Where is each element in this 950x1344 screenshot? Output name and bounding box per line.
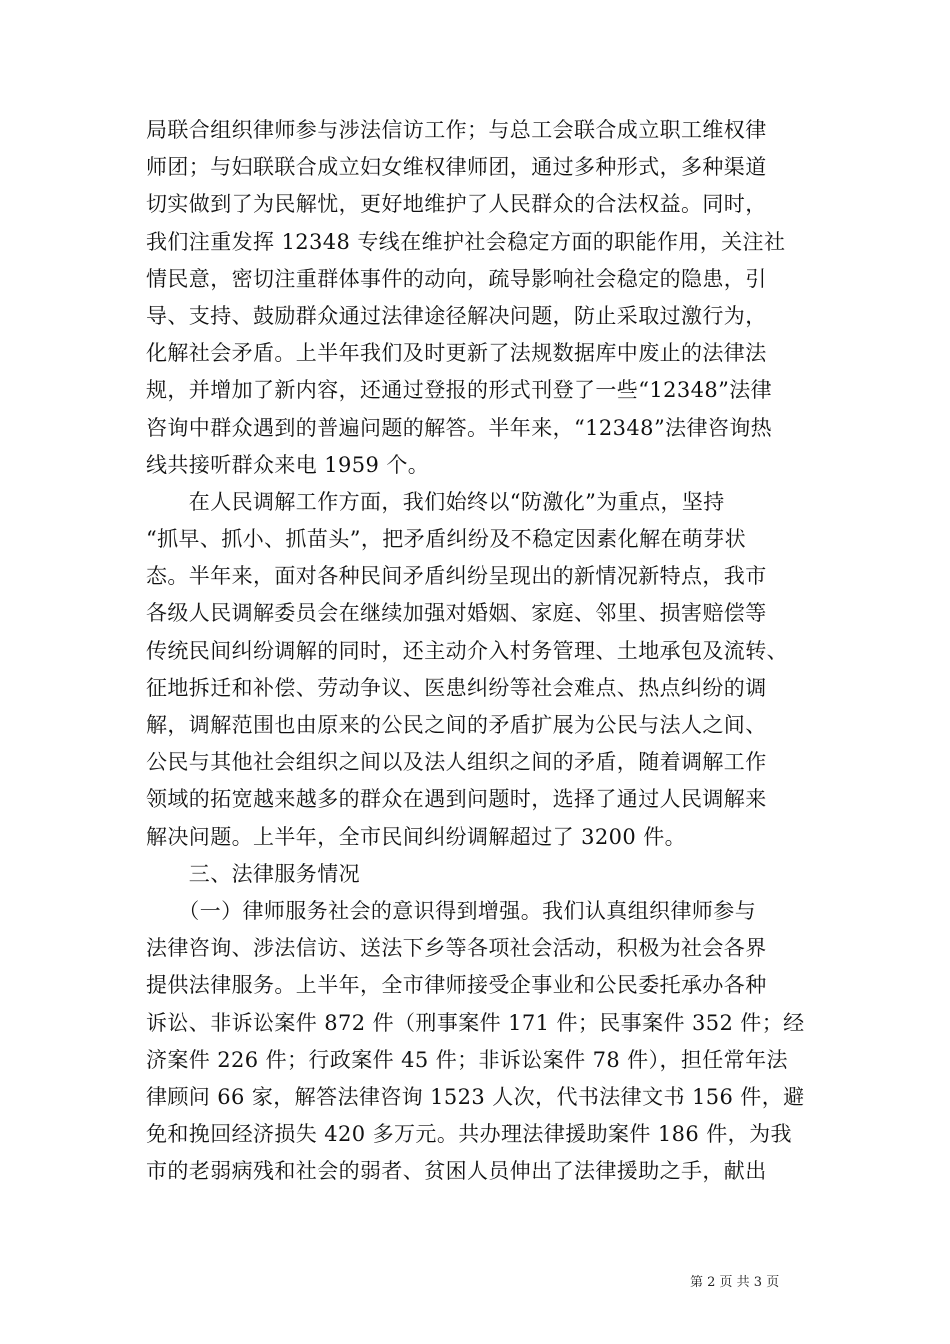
- text-line: 情民意，密切注重群体事件的动向，疏导影响社会稳定的隐患，引: [146, 266, 767, 291]
- text-line: 局联合组织律师参与涉法信访工作；与总工会联合成立职工维权律: [146, 118, 767, 142]
- text-line: 线共接听群众来电 1959 个。: [146, 452, 430, 477]
- text-line: 态。半年来，面对各种民间矛盾纠纷呈现出的新情况新特点，我市: [146, 564, 767, 589]
- text-line: 解决问题。上半年，全市民间纠纷调解超过了 3200 件。: [146, 824, 686, 849]
- text-line: 在人民调解工作方面，我们始终以“防激化”为重点，坚持: [146, 489, 725, 514]
- text-line: 诉讼、非诉讼案件 872 件（刑事案件 171 件；民事案件 352 件；经: [146, 1010, 805, 1035]
- text-line: 解，调解范围也由原来的公民之间的矛盾扩展为公民与法人之间、: [146, 713, 767, 737]
- page-number-footer: 第 2 页 共 3 页: [690, 1275, 780, 1290]
- text-line: 各级人民调解委员会在继续加强对婚姻、家庭、邻里、损害赔偿等: [146, 601, 767, 626]
- text-line: “抓早、抓小、抓苗头”，把矛盾纠纷及不稳定因素化解在萌芽状: [146, 527, 747, 552]
- text-line: 济案件 226 件；行政案件 45 件；非诉讼案件 78 件），担任常年法: [146, 1047, 788, 1072]
- text-line: 切实做到了为民解忧，更好地维护了人民群众的合法权益。同时，: [146, 192, 767, 217]
- text-line: 导、支持、鼓励群众通过法律途径解决问题，防止采取过激行为，: [146, 303, 767, 328]
- text-line: 我们注重发挥 12348 专线在维护社会稳定方面的职能作用，关注社: [146, 229, 786, 254]
- section-heading: 三、法律服务情况: [146, 861, 360, 886]
- text-line: 提供法律服务。上半年，全市律师接受企事业和公民委托承办各种: [146, 973, 767, 998]
- text-line: 咨询中群众遇到的普遍问题的解答。半年来，“12348”法律咨询热: [146, 415, 773, 440]
- text-line: 免和挽回经济损失 420 多万元。共办理法律援助案件 186 件，为我: [146, 1122, 792, 1147]
- text-line: 师团；与妇联联合成立妇女维权律师团，通过多种形式，多种渠道: [146, 155, 767, 180]
- text-line: 传统民间纠纷调解的同时，还主动介入村务管理、土地承包及流转、: [146, 638, 788, 663]
- document-body: [146, 112, 811, 1190]
- text-line: 法律咨询、涉法信访、送法下乡等各项社会活动，积极为社会各界: [146, 936, 767, 961]
- text-line: （一）律师服务社会的意识得到增强。我们认真组织律师参与: [146, 898, 757, 923]
- text-line: 公民与其他社会组织之间以及法人组织之间的矛盾，随着调解工作: [146, 750, 767, 775]
- text-line: 化解社会矛盾。上半年我们及时更新了法规数据库中废止的法律法: [146, 341, 767, 366]
- text-line: 律顾问 66 家，解答法律咨询 1523 人次，代书法律文书 156 件，避: [146, 1084, 805, 1109]
- text-line: 征地拆迁和补偿、劳动争议、医患纠纷等社会难点、热点纠纷的调: [146, 675, 767, 700]
- text-line: 规，并增加了新内容，还通过登报的形式刊登了一些“12348”法律: [146, 378, 773, 403]
- text-line: 市的老弱病残和社会的弱者、贫困人员伸出了法律援助之手，献出: [146, 1159, 767, 1184]
- text-line: 领域的拓宽越来越多的群众在遇到问题时，选择了通过人民调解来: [146, 787, 767, 812]
